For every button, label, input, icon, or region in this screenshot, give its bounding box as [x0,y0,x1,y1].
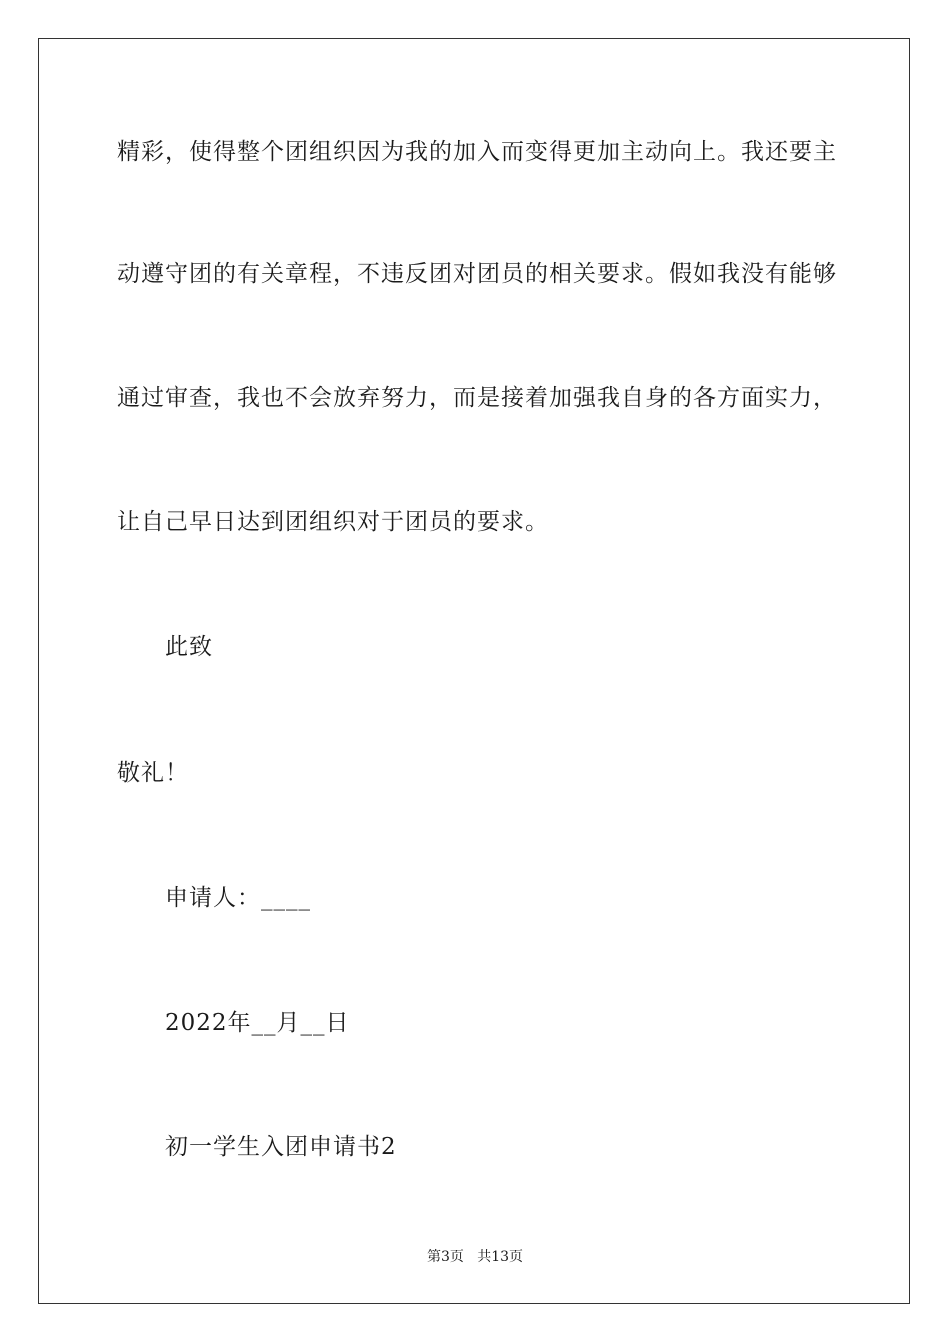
page-border [38,38,910,1304]
salutation-line: 此致 [165,634,213,660]
date-line: 2022年__月__日 [165,1010,350,1036]
page-number-footer: 第3页 共13页 [426,1249,524,1265]
body-paragraph-line: 通过审查，我也不会放弃努力，而是接着加强我自身的各方面实力， [117,385,837,411]
body-paragraph-line: 精彩，使得整个团组织因为我的加入而变得更加主动向上。我还要主 [117,139,837,165]
closing-line: 敬礼！ [117,760,189,786]
applicant-signature-line: 申请人：____ [165,885,311,911]
body-paragraph-line: 动遵守团的有关章程，不违反团对团员的相关要求。假如我没有能够 [117,261,837,287]
section-heading: 初一学生入团申请书2 [165,1134,397,1160]
body-paragraph-line: 让自己早日达到团组织对于团员的要求。 [117,509,549,535]
